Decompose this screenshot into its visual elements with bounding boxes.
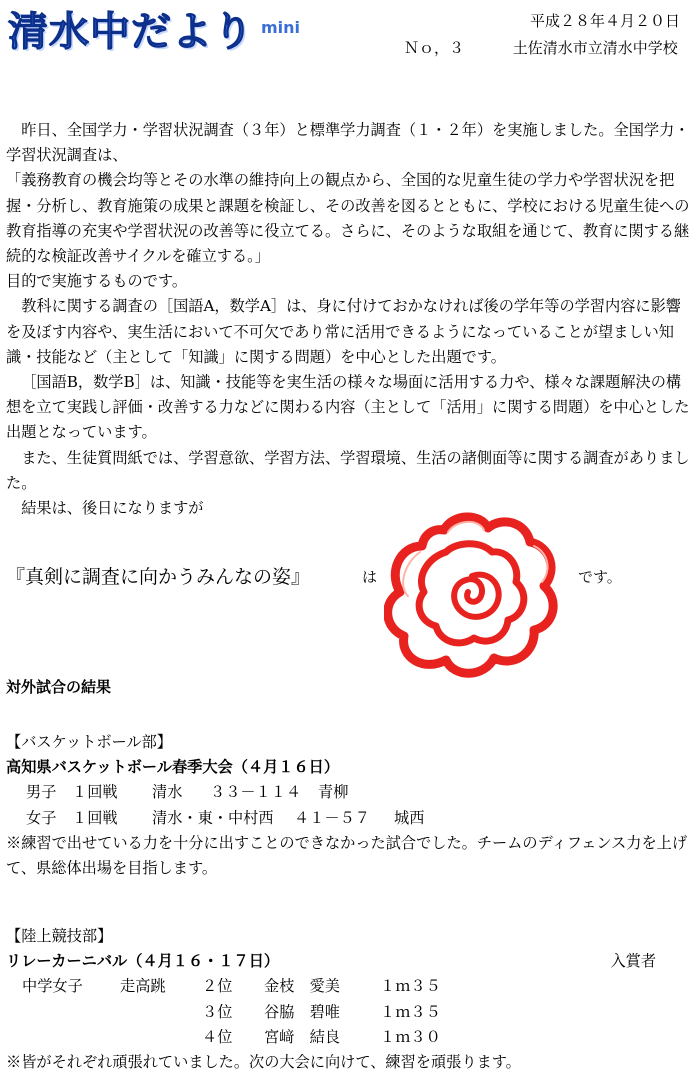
section-title: 対外試合の結果: [6, 678, 112, 696]
result-row: [6, 974, 690, 999]
article-paragraph: ［国語B，数学B］は、知識・技能等を実生活の様々な場面に活用する力や、様々な課題解決の構想を立て実践し評価・改善する力などに関わる内容（主として「活用」に関する問題）を中心とした出題となっています。: [6, 373, 690, 442]
division: 女子: [26, 808, 57, 827]
score: ４１－５７: [294, 808, 370, 827]
record: １ｍ３５: [380, 1002, 441, 1021]
tournament-row: [6, 949, 690, 974]
category: 中学女子: [22, 977, 83, 996]
opponent: 城西: [394, 808, 425, 827]
score: ３３－１１４: [210, 783, 302, 802]
club-heading: 【陸上競技部】: [6, 927, 113, 945]
place: ３位: [202, 1002, 233, 1021]
tournament-title: リレーカーニバル（４月１６・１７日）: [6, 952, 280, 971]
round: １回戦: [72, 783, 118, 802]
athlete-name: 宮﨑 結良: [264, 1027, 340, 1046]
callout-particle: は: [362, 568, 378, 586]
record: １ｍ３０: [380, 1027, 441, 1046]
match-row: [6, 780, 690, 805]
callout-text: 『真剣に調査に向かうみんなの姿』: [6, 566, 311, 588]
place: ４位: [202, 1027, 233, 1046]
callout-ending: です。: [578, 568, 622, 586]
place: ２位: [202, 977, 233, 996]
club-heading: 【バスケットボール部】: [6, 733, 172, 751]
event: 走高跳: [120, 977, 166, 996]
article-paragraph: また、生徒質問紙では、学習意欲、学習方法、学習環境、生活の諸側面等に関する調査がありました。: [6, 448, 690, 492]
article-paragraph: 教科に関する調査の［国語A，数学A］は、身に付けておかなければ後の学年等の学習内容に影響を及ぼす内容や、実生活において不可欠であり常に活用できるようになっていることが望ましい知識・技能など（主として「知識」に関する問題）を中心とした出題です。: [6, 297, 681, 366]
division: 男子: [26, 783, 57, 802]
opponent: 青柳: [318, 783, 349, 802]
record: １ｍ３５: [380, 977, 441, 996]
article-paragraph: 結果は、後日になりますが: [21, 499, 204, 518]
basketball-section: [6, 730, 690, 881]
masthead-mini: mini: [261, 18, 301, 37]
masthead-title: 清水中だより: [8, 9, 254, 55]
athlete-name: 谷脇 碧唯: [264, 1002, 340, 1021]
school-name: 土佐清水市立清水中学校: [512, 39, 678, 57]
article-body: [6, 118, 690, 521]
result-note: ※皆がそれぞれ頑張れていました。次の大会に向けて、練習を頑張ります。: [6, 1052, 521, 1071]
issue-date: 平成２８年４月２０日: [529, 12, 680, 30]
article-paragraph: 昨日、全国学力・学習状況調査（３年）と標準学力調査（１・２年）を実施しました。全国学力・学習状況調査は、: [6, 121, 690, 165]
issue-line: [404, 37, 678, 58]
callout-row: [6, 562, 690, 594]
result-row: [6, 1025, 690, 1050]
team: 清水: [152, 783, 183, 802]
article-quote: 「義務教育の機会均等とその水準の維持向上の観点から、全国的な児童生徒の学力や学習状況を把握・分析し、教育施策の成果と課題を検証し、その改善を図るとともに、学校における児童生徒への教育指導の充実や学習状況の改善等に役立てる。さらに、そのような取組を通じて、教育に関する継続的な検証改善サイクルを確立する。」: [6, 171, 690, 266]
match-row: [6, 806, 690, 831]
article-paragraph: 目的で実施するものです。: [6, 272, 188, 291]
rose-icon: [384, 512, 560, 680]
result-row: [6, 1000, 690, 1025]
winners-label: 入賞者: [610, 952, 656, 971]
track-section: [6, 924, 690, 1075]
tournament-title: 高知県バスケットボール春季大会（４月１６日）: [6, 758, 340, 777]
issue-number: Ｎｏ，３: [404, 39, 465, 57]
match-note: ※練習で出せている力を十分に出すことのできなかった試合でした。チームのディフェンス力を上げて、県総体出場を目指します。: [6, 833, 688, 877]
athlete-name: 金枝 愛美: [264, 977, 340, 996]
team: 清水・東・中村西: [152, 808, 274, 827]
round: １回戦: [72, 808, 118, 827]
